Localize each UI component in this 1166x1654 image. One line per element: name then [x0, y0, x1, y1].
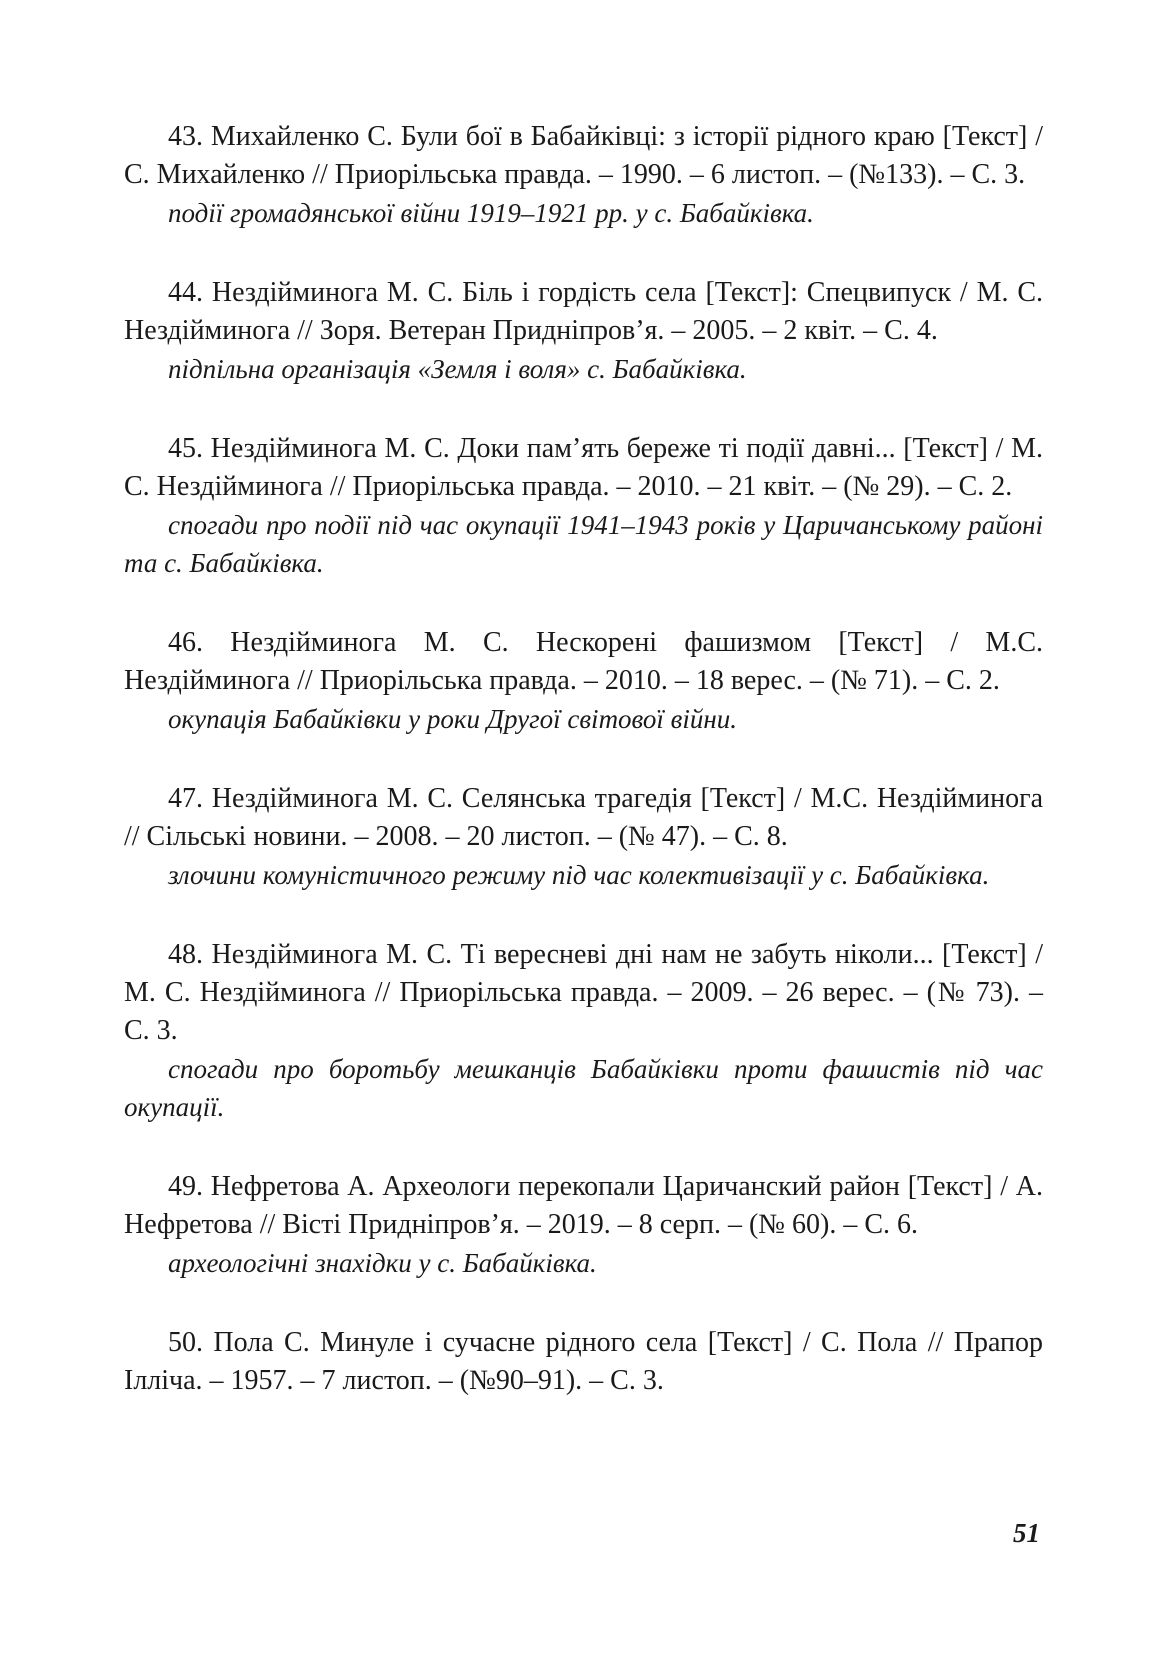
entry-reference: 44. Нездійминога М. С. Біль і гордість села [Текст]: Спецвипуск / М. С. Нездійминога // Зоря. Ветеран Придніпров’я. – 2005. – 2 квіт. – С. 4. [124, 277, 1043, 346]
bibliography-list [124, 118, 1043, 1442]
entry-reference: 45. Нездійминога М. С. Доки пам’ять береже ті події давні... [Текст] / М. С. Нездійминога // Приорільська правда. – 2010. – 21 квіт. – (№ 29). – С. 2. [124, 433, 1043, 502]
entry-reference: 47. Нездійминога М. С. Селянська трагедія [Текст] / М.С. Нездійминога // Сільські новини. – 2008. – 20 листоп. – (№ 47). – С. 8. [124, 783, 1043, 852]
entry-reference: 43. Михайленко С. Були бої в Бабайківці: з історії рідного краю [Текст] / С. Михайленко // Приорільська правда. – 1990. – 6 листоп. – (№133). – С. 3. [124, 121, 1043, 190]
entry-reference: 46. Нездійминога М. С. Нескорені фашизмом [Текст] / М.С. Нездійминога // Приорільська правда. – 2010. – 18 верес. – (№ 71). – С. 2. [124, 627, 1043, 696]
bibliography-entry-44 [124, 274, 1043, 388]
entry-annotation: окупація Бабайківки у роки Другої світової війни. [168, 704, 738, 734]
bibliography-entry-49 [124, 1168, 1043, 1282]
entry-annotation: підпільна організація «Земля і воля» с. Бабайківка. [168, 354, 747, 384]
bibliography-entry-47 [124, 780, 1043, 894]
entry-annotation: події громадянської війни 1919–1921 рр. у с. Бабайківка. [168, 198, 814, 228]
bibliography-entry-43 [124, 118, 1043, 232]
entry-reference: 50. Пола С. Минуле і сучасне рідного села [Текст] / С. Пола // Прапор Ілліча. – 1957. – 7 листоп. – (№90–91). – С. 3. [124, 1327, 1043, 1396]
bibliography-entry-46 [124, 624, 1043, 738]
entry-annotation: злочини комуністичного режиму під час колективізації у с. Бабайківка. [168, 860, 990, 890]
entry-annotation: спогади про боротьбу мешканців Бабайківки проти фашистів під час окупації. [124, 1054, 1043, 1122]
bibliography-entry-48 [124, 936, 1043, 1126]
entry-annotation: археологічні знахідки у с. Бабайківка. [168, 1248, 597, 1278]
entry-reference: 48. Нездійминога М. С. Ті вересневі дні нам не забуть ніколи... [Текст] / М. С. Нездійминога // Приорільська правда. – 2009. – 26 верес. – (№ 73). – С. 3. [124, 939, 1043, 1046]
bibliography-entry-50 [124, 1324, 1043, 1400]
entry-reference: 49. Нефретова А. Археологи перекопали Царичанский район [Текст] / А. Нефретова // Вісті Придніпров’я. – 2019. – 8 серп. – (№ 60). – С. 6. [124, 1171, 1043, 1240]
bibliography-entry-45 [124, 430, 1043, 582]
entry-annotation: спогади про події під час окупації 1941–1943 років у Царичанському районі та с. Бабайківка. [124, 510, 1043, 578]
page-number: 51 [1013, 1518, 1040, 1548]
